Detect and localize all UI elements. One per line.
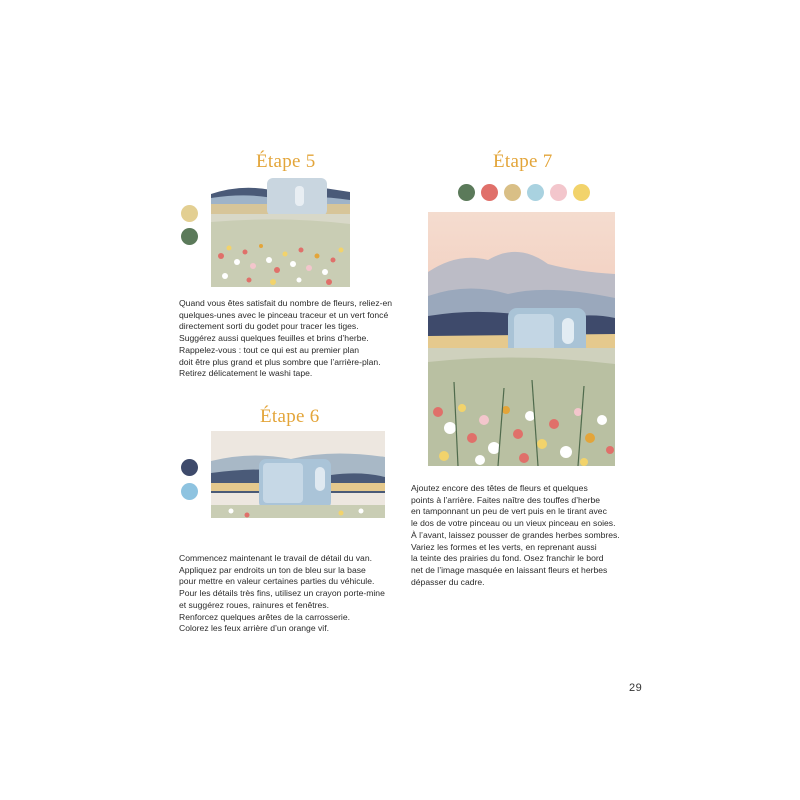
step-7-title: Étape 7	[493, 151, 553, 172]
step-6-text: Commencez maintenant le travail de détail du van. Appliquez par endroits un ton de bleu sur la base pour mettre en valeur certaines parties du véhicule. Pour les détails très fins, utilisez un crayon porte-mine et suggérez roues, rainures et fenêtres. Renforcez quelques arêtes de la carrosserie. Colorez les feux arrière d’un orange vif.	[179, 553, 385, 634]
step-6-illustration	[211, 431, 385, 518]
step-5-illustration	[211, 176, 350, 287]
step-5-text: Quand vous êtes satisfait du nombre de fleurs, reliez-en quelques-unes avec le pinceau traceur et un vert foncé directement sorti du godet pour tracer les tiges. Suggérez aussi quelques feuilles et brins d’herbe. Rappelez-vous : tout ce qui est au premier plan doit être plus grand et plus sombre que l’arrière-plan. Retirez délicatement le washi tape.	[179, 298, 393, 379]
step-5-swatch-2	[181, 228, 198, 245]
step-7-swatch-3	[504, 184, 521, 201]
step-6-swatch-2	[181, 483, 198, 500]
step-7-swatch-4	[527, 184, 544, 201]
page-number: 29	[629, 682, 643, 694]
step-7-swatch-6	[573, 184, 590, 201]
step-7-swatch-5	[550, 184, 567, 201]
step-6-title: Étape 6	[260, 406, 320, 427]
step-5-swatch-1	[181, 205, 198, 222]
step-6-swatch-1	[181, 459, 198, 476]
step-7-swatch-1	[458, 184, 475, 201]
step-5-title: Étape 5	[256, 151, 316, 172]
step-7-illustration	[428, 212, 615, 466]
step-7-swatch-2	[481, 184, 498, 201]
step-7-text: Ajoutez encore des têtes de fleurs et quelques points à l’arrière. Faites naître des touffes d’herbe en tamponnant un peu de vert puis en le tirant avec le dos de votre pinceau ou un vieux pinceau en soies. À l’avant, laissez pousser de grandes herbes sombres. Variez les formes et les verts, en reprenant aussi la teinte des prairies du fond. Osez franchir le bord net de l’image masquée en laissant fleurs et herbes dépasser du cadre.	[411, 483, 620, 587]
